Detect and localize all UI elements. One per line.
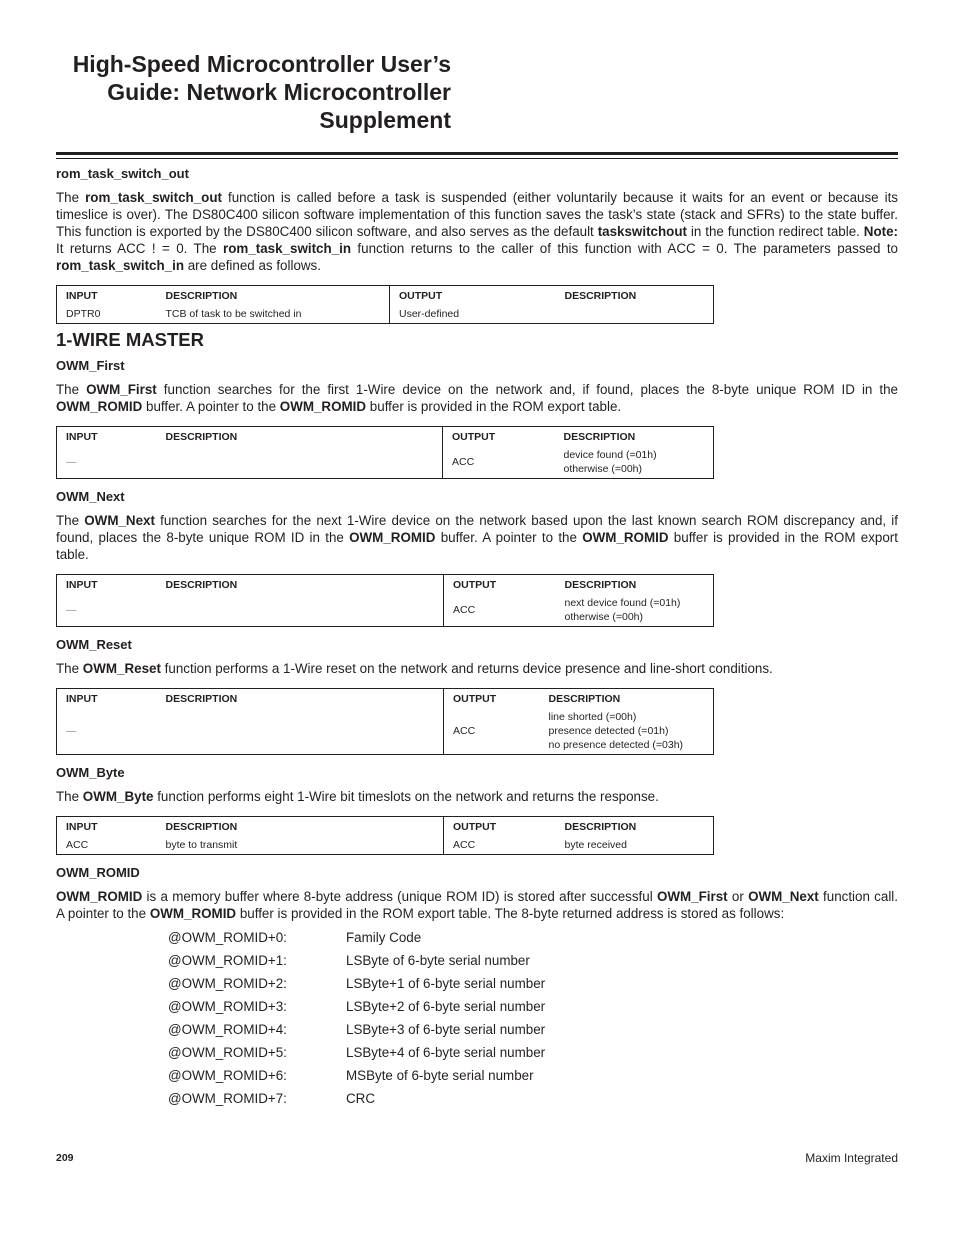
output-description-line: otherwise (=00h) — [563, 463, 642, 475]
owm-next-heading: OWM_Next — [56, 489, 125, 504]
page-number: 209 — [56, 1152, 74, 1164]
bold-term: OWM_Next — [748, 889, 819, 904]
romid-offset: @OWM_ROMID+1: — [168, 953, 287, 968]
col-output: OUTPUT — [444, 689, 540, 710]
romid-description: LSByte of 6-byte serial number — [346, 953, 530, 968]
input-cell: — — [66, 725, 77, 737]
output-description-line: no presence detected (=03h) — [548, 739, 684, 751]
bold-term: OWM_ROMID — [56, 889, 143, 904]
table-header-row — [57, 427, 714, 448]
romid-offset: @OWM_ROMID+7: — [168, 1091, 287, 1106]
title-line-2: Guide: Network Microcontroller — [107, 79, 451, 105]
section-title: 1-WIRE MASTER — [56, 329, 204, 350]
bold-term: OWM_Reset — [82, 661, 161, 676]
owm-reset-table — [56, 688, 714, 755]
text-run: The — [56, 661, 83, 676]
table-header-row — [57, 689, 714, 710]
list-item — [56, 1041, 898, 1064]
owm-romid-description — [56, 888, 898, 922]
romid-offset: @OWM_ROMID+3: — [168, 999, 287, 1014]
owm-reset-heading: OWM_Reset — [56, 637, 132, 652]
bold-term: OWM_ROMID — [279, 399, 367, 414]
title-divider-thick — [56, 152, 898, 155]
text-run: buffer. A pointer to the — [142, 399, 280, 414]
input-description-cell — [157, 595, 444, 627]
list-item — [56, 1087, 898, 1110]
owm-first-heading: OWM_First — [56, 358, 125, 373]
input-cell: — — [66, 456, 77, 468]
text-run: or — [727, 889, 749, 904]
output-description-line: presence detected (=01h) — [548, 725, 669, 737]
rom-task-switch-out-description — [56, 189, 898, 274]
romid-description: Family Code — [346, 930, 422, 945]
romid-description: LSByte+3 of 6-byte serial number — [346, 1022, 546, 1037]
col-input-description: DESCRIPTION — [165, 693, 238, 705]
input-cell: — — [66, 604, 77, 616]
romid-description: LSByte+1 of 6-byte serial number — [346, 976, 546, 991]
title-divider-thin — [56, 158, 898, 159]
bold-term: Note: — [863, 224, 898, 239]
output-cell: ACC — [444, 709, 540, 755]
output-description-cell — [555, 447, 714, 479]
text-run: buffer is provided in the ROM export table. — [56, 530, 898, 562]
col-output-description: DESCRIPTION — [564, 821, 637, 833]
table-row — [57, 306, 714, 324]
output-cell: ACC — [444, 837, 556, 855]
col-output: OUTPUT — [444, 575, 556, 596]
text-run: in the function redirect table. — [686, 224, 864, 239]
col-input-description: DESCRIPTION — [165, 579, 238, 591]
col-output: OUTPUT — [444, 817, 556, 838]
col-output-description: DESCRIPTION — [564, 579, 637, 591]
bold-term: rom_task_switch_out — [85, 190, 223, 205]
input-cell: ACC — [66, 839, 89, 851]
main-content — [56, 166, 898, 1110]
text-run: function searches for the first 1-Wire device on the network and, if found, places the 8-byte unique ROM ID in the — [156, 382, 899, 397]
table-header-row — [57, 575, 714, 596]
romid-offset: @OWM_ROMID+0: — [168, 930, 287, 945]
output-description-line: otherwise (=00h) — [564, 611, 643, 623]
output-description-cell: byte received — [564, 839, 627, 851]
text-run: buffer. A pointer to the — [435, 530, 583, 545]
table-header-row — [57, 286, 714, 307]
romid-offset: @OWM_ROMID+6: — [168, 1068, 287, 1083]
table-row — [57, 595, 714, 627]
owm-romid-address-list — [56, 926, 898, 1110]
col-output: OUTPUT — [390, 286, 556, 307]
bold-term: OWM_ROMID — [582, 530, 669, 545]
text-run: The — [56, 190, 86, 205]
input-description-cell: byte to transmit — [165, 839, 238, 851]
output-description-line: device found (=01h) — [563, 449, 657, 461]
rom-task-switch-out-table — [56, 285, 714, 324]
output-description-line: next device found (=01h) — [564, 597, 681, 609]
text-run: The — [56, 513, 85, 528]
owm-next-description — [56, 512, 898, 563]
list-item — [56, 926, 898, 949]
bold-term: OWM_ROMID — [149, 906, 237, 921]
owm-first-description — [56, 381, 898, 415]
company-name: Maxim Integrated — [805, 1151, 898, 1165]
title-line-1: High-Speed Microcontroller User’s — [72, 51, 451, 77]
text-run: buffer is provided in the ROM export table. The 8-byte returned address is stored as follows: — [236, 906, 785, 921]
list-item — [56, 1018, 898, 1041]
romid-description: CRC — [346, 1091, 376, 1106]
input-description-cell: TCB of task to be switched in — [165, 308, 302, 320]
output-description-cell — [540, 709, 714, 755]
owm-byte-table — [56, 816, 714, 855]
list-item — [56, 949, 898, 972]
list-item — [56, 1064, 898, 1087]
bold-term: OWM_Byte — [82, 789, 154, 804]
text-run: function is called before a task is suspended (either voluntarily because it waits for an event or because its timeslice is over). The DS80C400 silicon software implementation of this function saves the task’s state (stack and SFRs) to the state buffer. This function is exported by the DS80C400 silicon software, and also serves as the default — [56, 190, 898, 239]
text-run: function searches for the next 1-Wire device on the network based upon the last known search ROM discrepancy and, if found, places the 8-byte unique ROM ID in the — [56, 513, 899, 545]
col-input-description: DESCRIPTION — [165, 290, 238, 302]
owm-byte-description — [56, 788, 898, 805]
text-run: The — [56, 789, 83, 804]
col-input: INPUT — [66, 693, 98, 705]
table-row — [57, 837, 714, 855]
text-run: are defined as follows. — [184, 258, 321, 273]
text-run: is a memory buffer where 8-byte address (unique ROM ID) is stored after successful — [142, 889, 657, 904]
input-description-cell — [157, 709, 444, 755]
bold-term: rom_task_switch_in — [56, 258, 185, 273]
romid-offset: @OWM_ROMID+2: — [168, 976, 287, 991]
list-item — [56, 995, 898, 1018]
col-output: OUTPUT — [443, 427, 555, 448]
list-item — [56, 972, 898, 995]
romid-offset: @OWM_ROMID+5: — [168, 1045, 287, 1060]
bold-term: OWM_ROMID — [349, 530, 436, 545]
text-run: function returns to the caller of this function with ACC = 0. The parameters passed to — [351, 241, 898, 256]
owm-romid-heading: OWM_ROMID — [56, 865, 140, 880]
rom-task-switch-out-heading: rom_task_switch_out — [56, 166, 189, 181]
input-cell: DPTR0 — [66, 308, 101, 320]
owm-first-table — [56, 426, 714, 479]
owm-byte-heading: OWM_Byte — [56, 765, 125, 780]
table-header-row — [57, 817, 714, 838]
table-row — [57, 447, 714, 479]
col-input: INPUT — [66, 290, 98, 302]
col-input-description: DESCRIPTION — [165, 821, 238, 833]
romid-description: LSByte+4 of 6-byte serial number — [346, 1045, 546, 1060]
output-description-cell — [556, 595, 714, 627]
bold-term: taskswitchout — [597, 224, 687, 239]
output-description-line: line shorted (=00h) — [548, 711, 637, 723]
output-description-cell — [556, 306, 714, 324]
col-input: INPUT — [66, 579, 98, 591]
input-description-cell — [157, 447, 443, 479]
table-row — [57, 709, 714, 755]
col-input-description: DESCRIPTION — [165, 431, 238, 443]
text-run: function call. A pointer to the — [56, 889, 898, 921]
text-run: The — [56, 382, 87, 397]
romid-description: MSByte of 6-byte serial number — [346, 1068, 534, 1083]
bold-term: OWM_First — [86, 382, 157, 397]
owm-reset-description — [56, 660, 898, 677]
col-output-description: DESCRIPTION — [564, 290, 637, 302]
title-line-3: Supplement — [319, 107, 451, 133]
col-input: INPUT — [66, 431, 98, 443]
output-cell: User-defined — [390, 306, 556, 324]
bold-term: rom_task_switch_in — [223, 241, 352, 256]
col-output-description: DESCRIPTION — [563, 431, 636, 443]
owm-next-table — [56, 574, 714, 627]
col-output-description: DESCRIPTION — [548, 693, 621, 705]
bold-term: OWM_Next — [84, 513, 155, 528]
col-input: INPUT — [66, 821, 98, 833]
document-title — [40, 50, 451, 134]
romid-offset: @OWM_ROMID+4: — [168, 1022, 287, 1037]
text-run: buffer is provided in the ROM export table. — [366, 399, 622, 414]
output-cell: ACC — [443, 447, 555, 479]
text-run: function performs a 1-Wire reset on the network and returns device presence and line-short conditions. — [160, 661, 773, 676]
output-cell: ACC — [444, 595, 556, 627]
romid-description: LSByte+2 of 6-byte serial number — [346, 999, 546, 1014]
bold-term: OWM_First — [656, 889, 728, 904]
text-run: function performs eight 1-Wire bit timeslots on the network and returns the response. — [153, 789, 659, 804]
bold-term: OWM_ROMID — [56, 399, 143, 414]
text-run: It returns ACC ! = 0. The — [56, 241, 224, 256]
